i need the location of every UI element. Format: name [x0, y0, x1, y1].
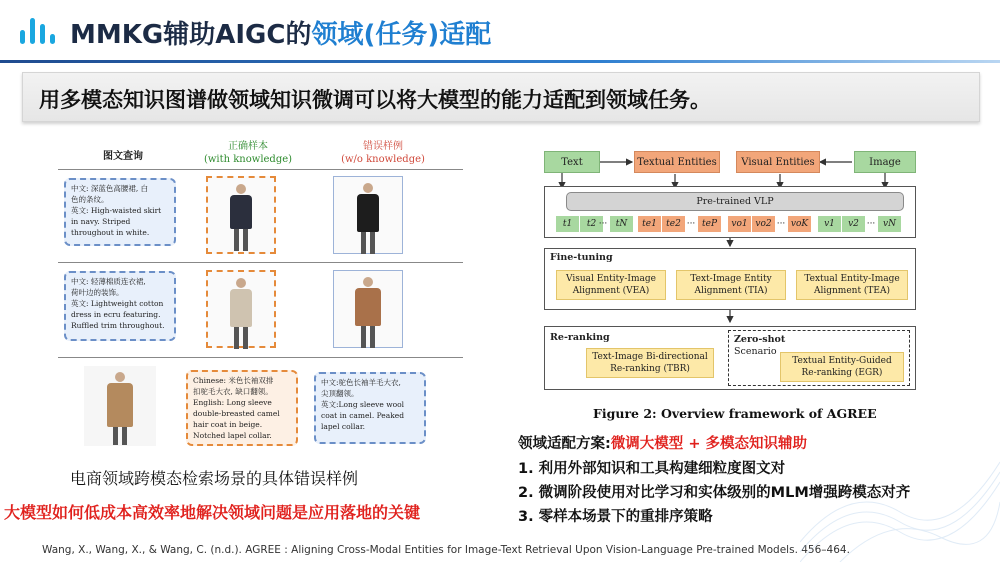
query-line: 英文: Lightweight cotton — [71, 299, 164, 308]
query-line: 中文: 深蓝色高腰裙, 白 — [71, 184, 149, 193]
query-line: in navy. Striped — [71, 217, 131, 226]
model-figure-icon — [357, 183, 379, 254]
left-figure-caption: 电商领域跨模态检索场景的具体错误样例 — [70, 469, 359, 488]
module-line: Re-ranking (EGR) — [801, 368, 883, 378]
answer-line: 英文:Long sleeve wool — [321, 400, 405, 409]
col-header-wrong — [328, 140, 438, 166]
answer-line: hair coat in beige. — [193, 420, 263, 429]
query-line: 中文: 轻薄棉质连衣裙, — [71, 277, 146, 286]
module-line: Textual Entity-Image — [804, 274, 900, 284]
tbr-module — [586, 348, 714, 378]
wrong-image-row1 — [333, 176, 403, 254]
solution-item-1: 1. 利用外部知识和工具构建细粒度图文对 — [518, 461, 786, 477]
token: vN — [878, 216, 901, 232]
answer-line: 扣驼毛大衣, 缺口翻领。 — [193, 387, 273, 396]
token: t2 — [580, 216, 603, 232]
zeroshot-label — [734, 334, 785, 358]
col-header-correct-en: (with knowledge) — [203, 154, 293, 165]
correct-image-row2 — [206, 270, 276, 348]
solution-heading — [518, 432, 807, 453]
token: teP — [698, 216, 721, 232]
logo-icon — [18, 14, 60, 44]
token: te1 — [638, 216, 661, 232]
wrong-image-row2 — [333, 270, 403, 348]
module-line: Alignment (TEA) — [813, 286, 891, 296]
reference-citation: Wang, X., Wang, X., & Wang, C. (n.d.). AGREE : Aligning Cross-Modal Entities for Image-Text Retrieval Upon Vision-Language Pre-trained Models. 456–464. — [42, 544, 850, 556]
table-rule — [58, 169, 463, 170]
model-figure-icon — [230, 184, 252, 251]
wrong-text-row3 — [314, 372, 426, 444]
token: te2 — [662, 216, 685, 232]
module-line: Re-ranking (TBR) — [610, 364, 690, 374]
token: tN — [610, 216, 633, 232]
query-line: 荷叶边的装饰。 — [71, 288, 124, 297]
col-header-wrong-zh: 错误样例 — [363, 141, 403, 152]
zeroshot-label-line: Zero-shot — [734, 334, 786, 345]
query-line: throughout in white. — [71, 228, 150, 237]
agree-framework-diagram — [540, 148, 920, 400]
token: v2 — [842, 216, 865, 232]
token: t1 — [556, 216, 579, 232]
correct-text-row3 — [186, 370, 298, 446]
col-header-wrong-en: (w/o knowledge) — [341, 154, 425, 165]
reranking-label: Re-ranking — [550, 332, 610, 343]
finetuning-label: Fine-tuning — [550, 252, 613, 263]
model-figure-icon — [355, 277, 381, 348]
token: voK — [788, 216, 811, 232]
col-header-query: 图文查询 — [103, 151, 143, 162]
query-box-row1 — [64, 178, 176, 246]
token: v1 — [818, 216, 841, 232]
answer-line: Chinese: 米色长袖双排 — [193, 376, 274, 385]
answer-line: 尖顶翻领。 — [321, 389, 359, 398]
module-line: Visual Entity-Image — [566, 274, 656, 284]
token-ellipsis: ··· — [686, 219, 696, 229]
answer-line: 中文:驼色长袖羊毛大衣, — [321, 378, 401, 387]
slide-title — [70, 14, 491, 51]
answer-line: lapel collar. — [321, 422, 366, 431]
table-rule — [58, 357, 463, 358]
model-figure-icon — [107, 372, 133, 445]
input-textual-entities: Textual Entities — [634, 151, 720, 173]
pretrained-vlp-block: Pre-trained VLP — [566, 192, 904, 211]
token-sequence — [556, 216, 916, 233]
module-line: Alignment (VEA) — [572, 286, 650, 296]
answer-line: Notched lapel collar. — [193, 431, 272, 440]
vea-module — [556, 270, 666, 300]
zeroshot-label-line: Scenario — [734, 346, 777, 357]
query-line: Ruffled trim throughout. — [71, 321, 165, 330]
token: vo2 — [752, 216, 775, 232]
table-rule — [58, 262, 463, 263]
decorative-wave — [800, 422, 1000, 562]
token-ellipsis: ··· — [776, 219, 786, 229]
solution-item-3: 3. 零样本场景下的重排序策略 — [518, 509, 713, 525]
answer-line: English: Long sleeve — [193, 398, 272, 407]
solution-item-2: 2. 微调阶段使用对比学习和实体级别的MLM增强跨模态对齐 — [518, 485, 911, 501]
input-text: Text — [544, 151, 600, 173]
right-figure-caption: Figure 2: Overview framework of AGREE — [593, 406, 877, 421]
solution-lead: 领域适配方案: — [518, 436, 611, 452]
key-message-banner — [22, 72, 980, 122]
tia-module — [676, 270, 786, 300]
query-line: dress in ecru featuring. — [71, 310, 161, 319]
module-line: Text-Image Bi-directional — [592, 352, 708, 362]
answer-line: double-breasted camel — [193, 409, 280, 418]
query-box-row2 — [64, 271, 176, 341]
module-line: Text-Image Entity — [690, 274, 772, 284]
tea-module — [796, 270, 908, 300]
token-ellipsis: ··· — [866, 219, 876, 229]
module-line: Alignment (TIA) — [694, 286, 768, 296]
module-line: Textual Entity-Guided — [792, 356, 892, 366]
col-header-correct — [198, 140, 298, 166]
token-ellipsis: ··· — [598, 219, 608, 229]
input-image: Image — [854, 151, 916, 173]
solution-highlight: 微调大模型 + 多模态知识辅助 — [610, 436, 808, 452]
answer-line: coat in camel. Peaked — [321, 411, 404, 420]
query-line: 色的条纹。 — [71, 195, 109, 204]
title-highlight: 领域(任务)适配 — [311, 20, 492, 50]
correct-image-row1 — [206, 176, 276, 254]
key-question-note: 大模型如何低成本高效率地解决领域问题是应用落地的关键 — [4, 503, 421, 522]
query-image-row3 — [84, 366, 156, 446]
token: vo1 — [728, 216, 751, 232]
banner-text: 用多模态知识图谱做领域知识微调可以将大模型的能力适配到领域任务。 — [39, 88, 711, 112]
header-divider — [0, 60, 1000, 63]
col-header-correct-zh: 正确样本 — [228, 141, 268, 152]
title-prefix: MMKG辅助AIGC的 — [70, 20, 312, 50]
model-figure-icon — [230, 278, 252, 349]
query-line: 英文: High-waisted skirt — [71, 206, 162, 215]
input-visual-entities: Visual Entities — [736, 151, 820, 173]
error-examples-figure — [58, 140, 463, 450]
egr-module — [780, 352, 904, 382]
